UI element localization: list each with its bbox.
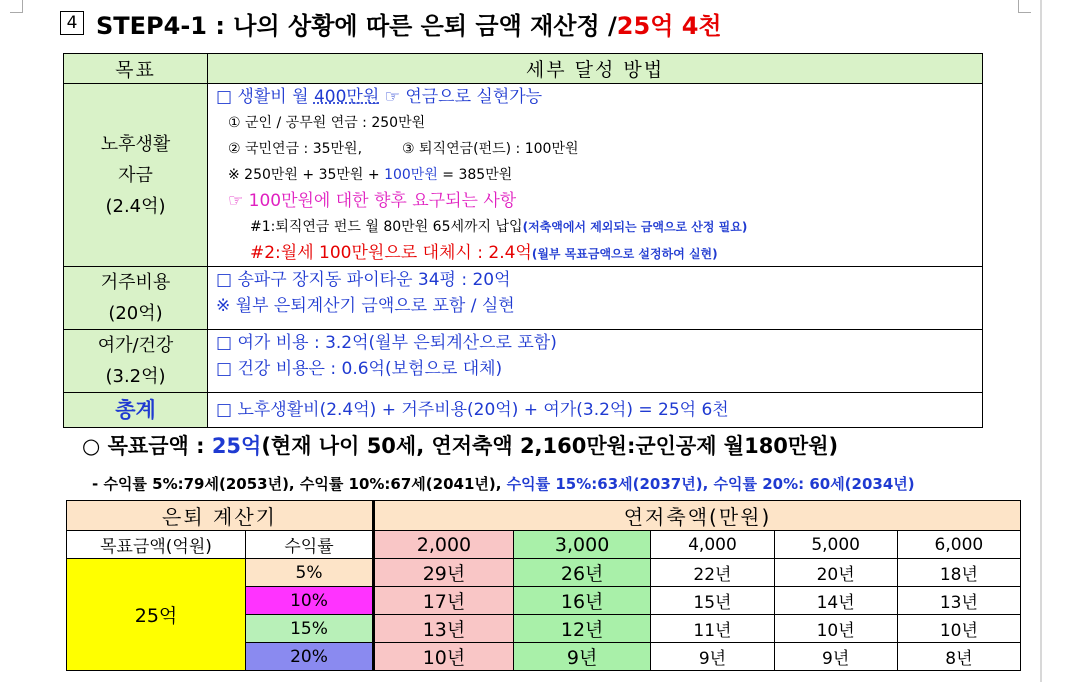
rate-cell: 5%: [246, 559, 374, 587]
housing-label-line: 거주비용: [100, 272, 171, 293]
returns-text-highlight: 수익률 15%:63세(2037년), 수익률 20%: 60세(2034년): [506, 475, 915, 493]
living-line-1: [216, 84, 982, 110]
goal-summary: [82, 430, 838, 460]
page-edge: [1040, 0, 1042, 682]
years-cell: 9년: [513, 643, 650, 671]
plan-row-leisure: [64, 330, 983, 393]
returns-summary: [92, 473, 915, 494]
text: (월부 목표금액으로 설정하여 실현): [531, 247, 718, 261]
housing-label: [64, 267, 208, 330]
goal-details: (현재 나이 50세, 연저축액 2,160만원:군인공제 월180만원): [261, 434, 839, 458]
rate-cell: 15%: [246, 615, 374, 643]
text: ☞ 연금으로 실현가능: [379, 87, 543, 107]
leisure-line-2: □ 건강 비용은 : 0.6억(보험으로 대체): [216, 359, 503, 379]
years-cell: 14년: [774, 587, 897, 615]
living-label-line: 노후생활: [100, 133, 171, 155]
years-cell: 9년: [651, 643, 774, 671]
housing-label-line: (20억): [108, 303, 163, 324]
leisure-label: [64, 330, 208, 393]
housing-line-1: □ 송파구 장지동 파이타운 34평 : 20억: [216, 270, 511, 290]
page-corner-mark: [1018, 0, 1031, 13]
goal-label: ○ 목표금액 :: [82, 434, 212, 458]
heading-title: STEP4-1 : 나의 상황에 따른 은퇴 금액 재산정 /: [96, 11, 617, 40]
total-line: □ 노후생활비(2.4억) + 거주비용(20억) + 여가(3.2억) = 25억 6천: [216, 400, 729, 420]
living-label-line: 자금: [118, 164, 153, 186]
text: (저축액에서 제외되는 금액으로 산정 필요): [522, 220, 748, 234]
years-cell: 20년: [774, 559, 897, 587]
col-goal-header: 목표: [64, 54, 208, 84]
text: ※ 250만원 + 35만원 +: [228, 167, 385, 183]
years-cell: 11년: [651, 615, 774, 643]
page-corner-mark: [10, 0, 23, 13]
savings-col: 3,000: [513, 531, 650, 559]
calc-subheader-row: [67, 531, 1021, 559]
years-cell: 8년: [897, 643, 1020, 671]
total-details: [208, 393, 983, 428]
housing-line-2: ※ 월부 은퇴계산기 금액으로 포함 / 실현: [216, 296, 515, 316]
living-label-line: (2.4억): [105, 195, 166, 217]
years-cell: 29년: [374, 559, 514, 587]
target-amount: 25억: [67, 559, 246, 671]
calc-row: [67, 559, 1021, 587]
col-target-header: 목표금액(억원): [67, 531, 246, 559]
text: ② 국민연금 : 35만원,: [228, 141, 363, 157]
years-cell: 10년: [897, 615, 1020, 643]
living-details: [208, 84, 983, 267]
living-label: [64, 84, 208, 267]
rate-cell: 10%: [246, 587, 374, 615]
calc-title: 은퇴 계산기: [67, 501, 374, 531]
text: 100만원: [384, 167, 438, 183]
text: = 385만원: [437, 167, 513, 183]
plan-row-housing: [64, 267, 983, 330]
living-line-7: [216, 240, 982, 266]
leisure-label-line: (3.2억): [105, 366, 166, 387]
years-cell: 13년: [897, 587, 1020, 615]
housing-details: [208, 267, 983, 330]
years-cell: 18년: [897, 559, 1020, 587]
years-cell: 16년: [513, 587, 650, 615]
rate-cell: 20%: [246, 643, 374, 671]
text: □ 생활비 월: [216, 87, 314, 107]
returns-text: - 수익률 5%:79세(2053년), 수익률 10%:67세(2041년),: [92, 475, 507, 493]
section-heading: [60, 6, 722, 40]
text: #1:퇴직연금 펀드 월 80만원 65세까지 납입: [250, 219, 523, 235]
retirement-plan-table: [63, 53, 983, 428]
savings-col: 6,000: [897, 531, 1020, 559]
step-number-box: 4: [60, 11, 84, 35]
savings-title: 연저축액(만원): [374, 501, 1021, 531]
years-cell: 26년: [513, 559, 650, 587]
years-cell: 15년: [651, 587, 774, 615]
savings-col: 4,000: [651, 531, 774, 559]
savings-col: 2,000: [374, 531, 514, 559]
retirement-calculator-table: [66, 500, 1021, 671]
goal-amount: 25억: [211, 434, 262, 458]
col-rate-header: 수익률: [246, 531, 374, 559]
leisure-details: [208, 330, 983, 393]
years-cell: 22년: [651, 559, 774, 587]
years-cell: 17년: [374, 587, 514, 615]
plan-row-total: [64, 393, 983, 428]
plan-row-living: [64, 84, 983, 267]
living-line-4: [216, 162, 982, 188]
text: ③ 퇴직연금(펀드) : 100만원: [402, 141, 579, 157]
text: #2:월세 100만원으로 대체시 : 2.4억: [250, 243, 532, 263]
leisure-line-1: □ 여가 비용 : 3.2억(월부 은퇴계산으로 포함): [216, 333, 557, 353]
calc-title-row: [67, 501, 1021, 531]
leisure-label-line: 여가/건강: [97, 335, 174, 356]
savings-col: 5,000: [774, 531, 897, 559]
years-cell: 10년: [374, 643, 514, 671]
years-cell: 12년: [513, 615, 650, 643]
total-label: 총계: [64, 393, 208, 428]
text: 400만원: [313, 87, 380, 107]
plan-header-row: [64, 54, 983, 84]
years-cell: 13년: [374, 615, 514, 643]
heading-amount: 25억 4천: [616, 11, 722, 40]
living-line-3: [216, 136, 982, 162]
col-method-header: 세부 달성 방법: [208, 54, 983, 84]
living-line-6: [216, 214, 982, 240]
living-line-5: ☞ 100만원에 대한 향후 요구되는 사항: [228, 191, 517, 211]
years-cell: 10년: [774, 615, 897, 643]
years-cell: 9년: [774, 643, 897, 671]
living-line-2: ① 군인 / 공무원 연금 : 250만원: [228, 115, 426, 131]
